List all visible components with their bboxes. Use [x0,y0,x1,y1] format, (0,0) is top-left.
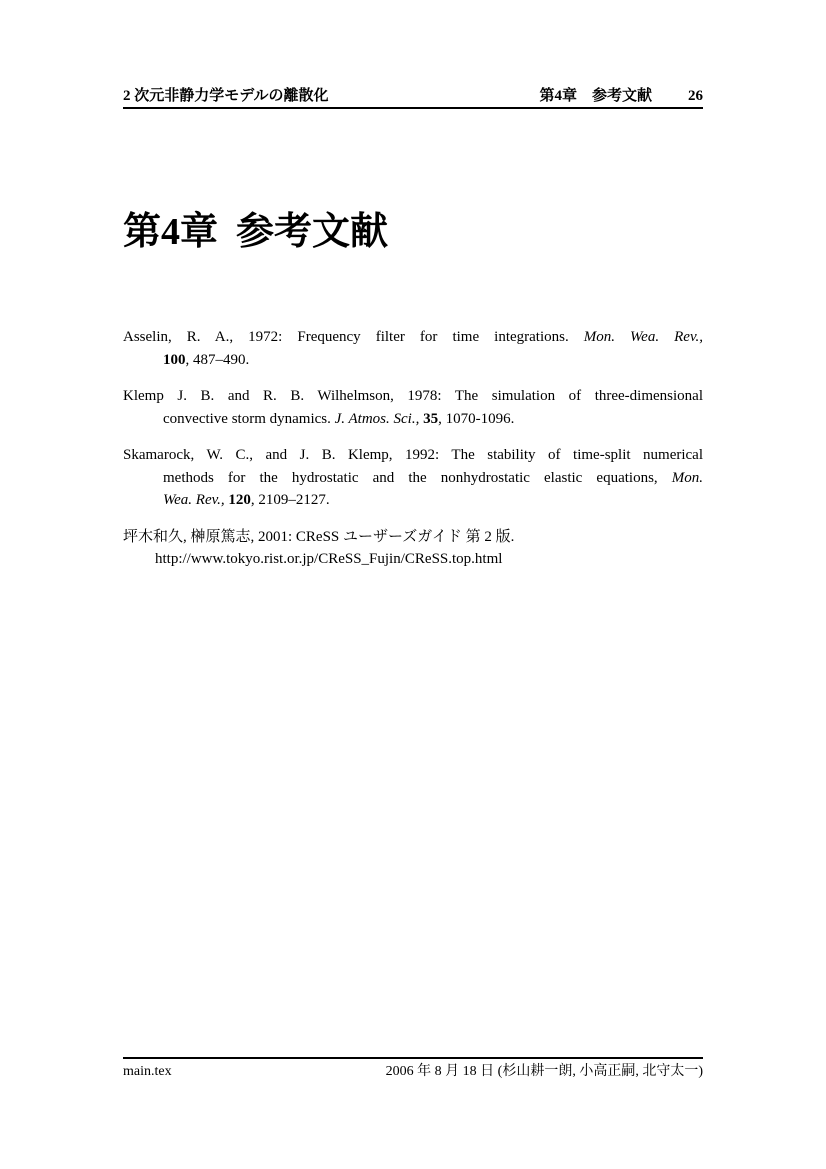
reference-line [123,489,703,512]
reference-entry [123,385,703,430]
header-page-number: 26 [688,88,703,104]
reference-text: convective storm dynamics. [163,410,335,427]
reference-entry [123,326,703,371]
reference-url[interactable]: http://www.tokyo.rist.or.jp/CReSS_Fujin/CReSS.top.html [155,551,503,567]
reference-line [123,526,703,549]
header-chapter-label: 第4章 参考文献 [539,88,652,104]
reference-line [123,467,703,490]
reference-line [123,326,703,349]
footer-rule [123,1057,703,1059]
chapter-title: 参考文献 [236,211,389,253]
reference-text: Mon. [671,469,703,486]
reference-line [123,385,703,408]
reference-text: , 1070-1096. [438,410,515,427]
reference-list [123,326,703,585]
reference-text: Asselin, R. A., 1972: Frequency filter for time integrations. [123,329,584,345]
chapter-number: 第4章 [123,211,219,253]
page-footer [123,1064,703,1080]
reference-text: Skamarock, W. C., and J. B. Klemp, 1992: The stability of time-split numerical [123,447,703,463]
footer-date-authors: 2006 年 8 月 18 日 (杉山耕一朗, 小高正嗣, 北守太一) [385,1064,703,1079]
reference-text: , 487–490. [185,351,250,368]
reference-text: , 2109–2127. [250,492,330,508]
header-rule [123,107,703,109]
footer-filename: main.tex [123,1064,172,1079]
reference-line [123,408,703,431]
header-right-group [539,88,703,105]
reference-line [123,444,703,467]
reference-text: Wea. Rev., [163,492,225,508]
chapter-heading [123,212,388,254]
reference-text: 100 [163,351,186,368]
reference-text: 120 [228,492,251,508]
reference-entry [123,444,703,512]
page-header [123,88,703,105]
reference-text: 35 [423,410,439,427]
reference-entry [123,526,703,571]
reference-text: J. Atmos. Sci., [334,410,420,427]
reference-line [123,548,703,571]
reference-line [123,349,703,372]
reference-text: 坪木和久, 榊原篤志, 2001: CReSS ユーザーズガイド 第 2 版. [123,528,515,545]
reference-text: Mon. Wea. Rev., [583,329,703,345]
reference-text: Klemp J. B. and R. B. Wilhelmson, 1978: The simulation of three-dimensional [123,388,703,404]
header-section-title: 2 次元非静力学モデルの離散化 [123,88,329,104]
reference-text: methods for the hydrostatic and the nonhydrostatic elastic equations, [163,469,672,486]
